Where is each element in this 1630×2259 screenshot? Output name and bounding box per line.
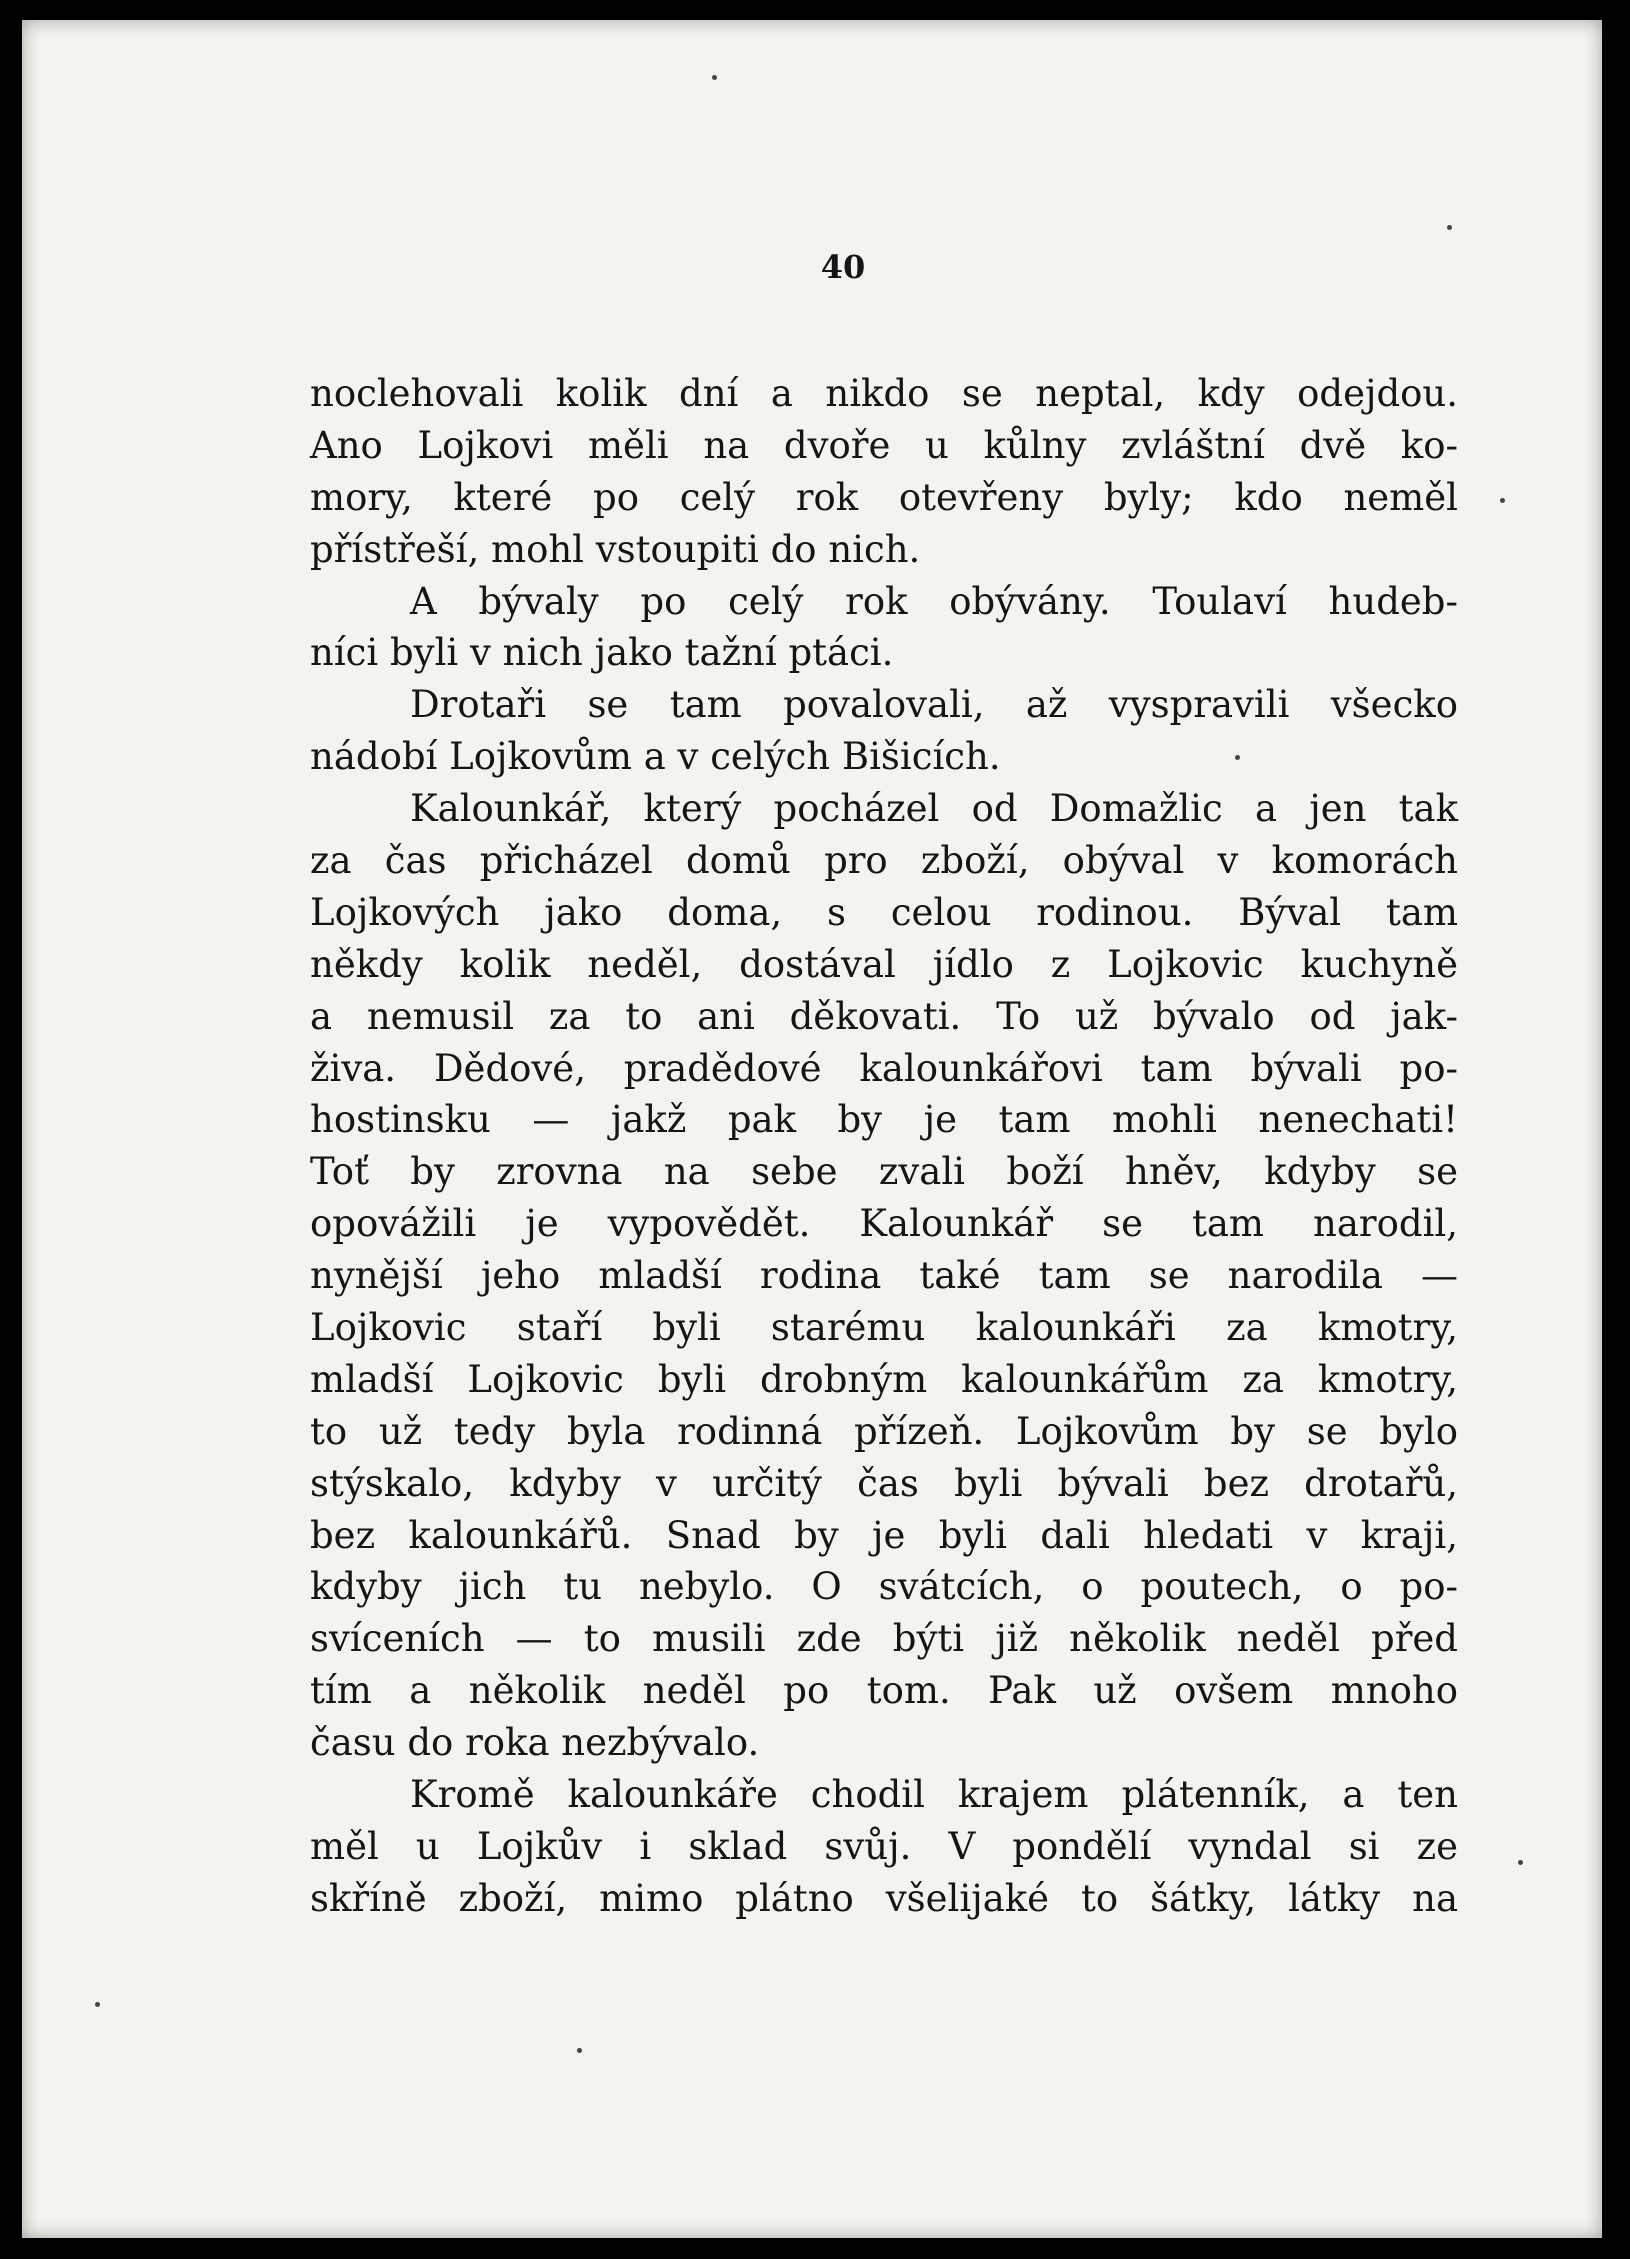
book-page: [22, 20, 1602, 2238]
text-line: skříně zboží, mimo plátno všelijaké to šátky, látky na: [310, 1876, 1458, 1920]
text-line: nádobí Lojkovům a v celých Bišicích.: [310, 735, 1001, 779]
text-line: někdy kolik neděl, dostával jídlo z Lojkovic kuchyně: [310, 942, 1458, 986]
text-line: Lojkovic staří byli starému kalounkáři za kmotry,: [310, 1306, 1458, 1350]
text-line: hostinsku — jakž pak by je tam mohli nenechati!: [310, 1098, 1458, 1142]
text-line: níci byli v nich jako tažní ptáci.: [310, 631, 894, 675]
text-line: A bývaly po celý rok obývány. Toulaví hudeb-: [410, 579, 1458, 623]
text-line: nynější jeho mladší rodina také tam se narodila —: [310, 1254, 1458, 1298]
text-line: za čas přicházel domů pro zboží, obýval v komorách: [310, 839, 1458, 883]
text-line: Drotaři se tam povalovali, až vyspravili všecko: [410, 683, 1458, 727]
text-line: opovážili je vypovědět. Kalounkář se tam narodil,: [310, 1202, 1458, 1246]
text-line: živa. Dědové, pradědové kalounkářovi tam bývali po-: [310, 1046, 1458, 1090]
text-line: přístřeší, mohl vstoupiti do nich.: [310, 527, 921, 571]
text-line: tím a několik neděl po tom. Pak už ovšem mnoho: [310, 1669, 1458, 1713]
text-line: měl u Lojkův i sklad svůj. V pondělí vyndal si ze: [310, 1824, 1458, 1868]
dust-speck: [577, 2048, 582, 2053]
text-line: svíceních — to musili zde býti již několik neděl před: [310, 1617, 1458, 1661]
dust-speck: [1447, 225, 1452, 230]
dust-speck: [1518, 1860, 1523, 1865]
text-line: Kalounkář, který pocházel od Domažlic a jen tak: [410, 787, 1458, 831]
text-line: mladší Lojkovic byli drobným kalounkářům za kmotry,: [310, 1357, 1458, 1401]
dust-speck: [95, 2002, 100, 2007]
text-line: noclehovali kolik dní a nikdo se neptal, kdy odejdou.: [310, 372, 1458, 415]
text-line: to už tedy byla rodinná přízeň. Lojkovům by se bylo: [310, 1409, 1458, 1453]
text-line: a nemusil za to ani děkovati. To už bývalo od jak-: [310, 994, 1458, 1038]
text-line: času do roka nezbývalo.: [310, 1721, 760, 1765]
dust-speck: [1500, 498, 1505, 503]
text-line: Ano Lojkovi měli na dvoře u kůlny zvláštní dvě ko-: [310, 423, 1458, 467]
text-line: Kromě kalounkáře chodil krajem plátenník, a ten: [410, 1773, 1458, 1817]
text-line: Lojkových jako doma, s celou rodinou. Býval tam: [310, 890, 1458, 934]
dust-speck: [712, 75, 717, 80]
text-line: kdyby jich tu nebylo. O svátcích, o poutech, o po-: [310, 1565, 1458, 1609]
text-line: Toť by zrovna na sebe zvali boží hněv, kdyby se: [310, 1150, 1458, 1194]
text-line: stýskalo, kdyby v určitý čas byli bývali bez drotařů,: [310, 1461, 1458, 1505]
page-number: 40: [820, 248, 866, 286]
dust-speck: [1235, 755, 1240, 760]
body-text: [310, 368, 1458, 1925]
text-line: mory, které po celý rok otevřeny byly; kdo neměl: [310, 475, 1458, 519]
text-line: bez kalounkářů. Snad by je byli dali hledati v kraji,: [310, 1513, 1458, 1557]
